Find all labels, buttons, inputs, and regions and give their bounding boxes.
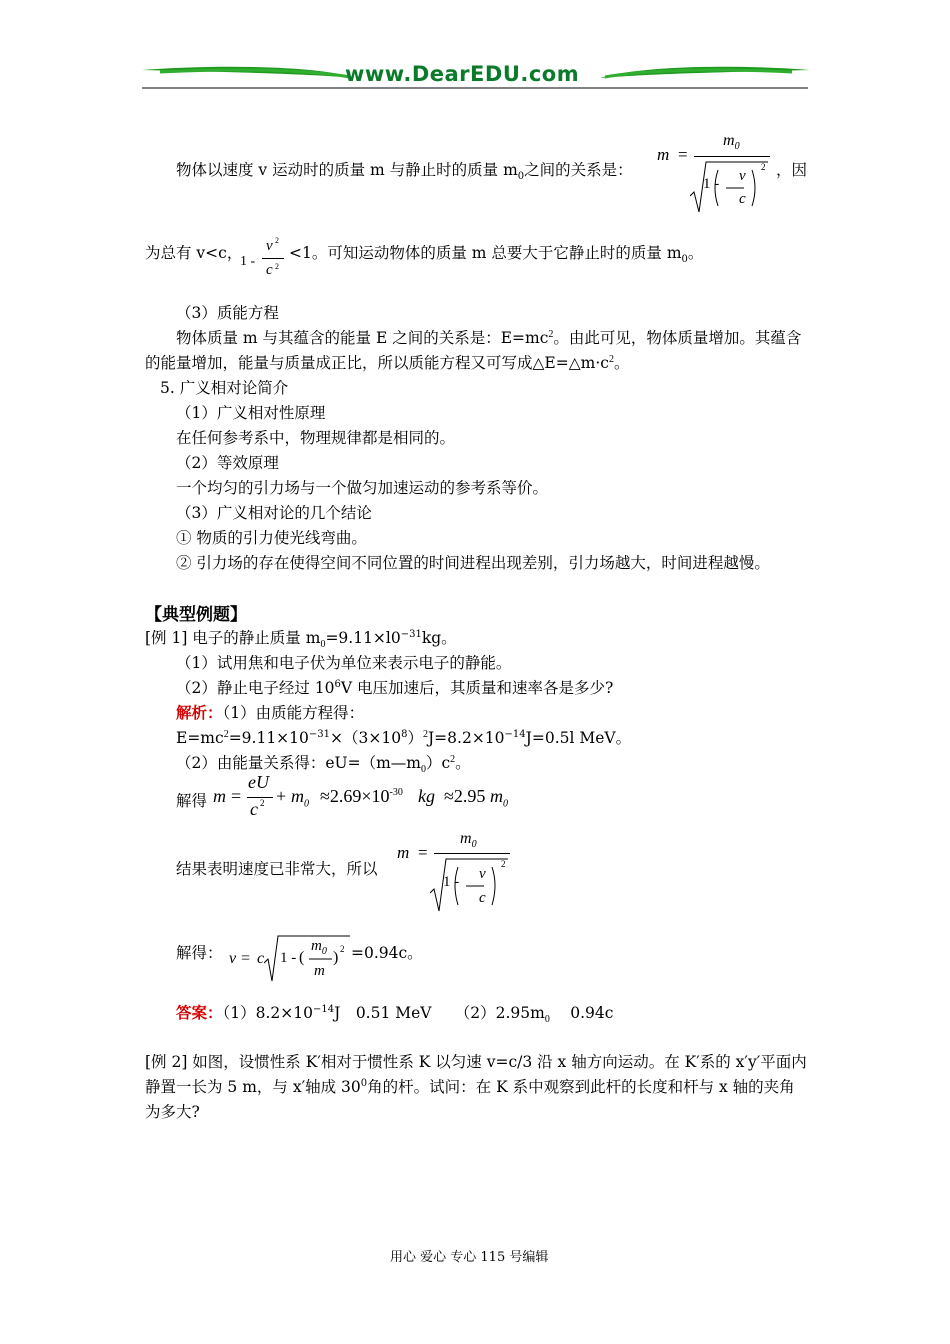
section5-3-item-b: ② 引力场的存在使得空间不同位置的时间进程出现差别，引力场越大，时间进程越慢。 [176,554,770,572]
ex1-answer: 答案：$(1)8.2\times 10^{-14}J$ 0.51 MeV $(2)2.95m_0$ 0.94c [176,1003,614,1026]
examples-heading: 【典型例题】 [145,605,247,625]
mass-relation-suffix: ，因 [776,161,808,179]
section5-2-heading: （2）等效原理 [176,454,279,472]
section5-2-text: 一个均匀的引力场与一个做匀加速运动的参考系等价。 [176,479,549,497]
ex1-title: [例 1] 电子的静止质量 $m_0=9.11\times l0^{-31}kg$。 [145,628,457,651]
section5-3-heading: （3）广义相对论的几个结论 [176,504,372,522]
section3-line1: 物体质量 m 与其蕴含的能量 E 之间的关系是：$E=mc^2$。由此可见，物体质量增加。其蕴含 [176,328,802,347]
ex2-line3: 为多大? [145,1103,200,1121]
mass-relation-text: 物体以速度 v 运动时的质量 m 与静止时的质量 $m_0$之间的关系是： [176,161,633,183]
ex2-line2: 静置一长为 5 m，与 x′轴成 $30^0$角的杆。试问：在 K 系中观察到此杆的长度和杆与 x 轴的夹角 [145,1077,795,1096]
ex1-question2: （2）静止电子经过 $10^6V$ 电压加速后，其质量和速率各是多少? [176,678,614,697]
section5-1-text: 在任何参考系中，物理规律都是相同的。 [176,429,456,447]
ex1-analysis: 解析：（1）由质能方程得： [176,703,365,722]
section5-heading: 5. 广义相对论简介 [160,379,289,397]
ex1-energy-calc: $E=mc^2=9.11\times 10^{-31}\times(3\times 10^8)^2J=8.2\times 10^{-14}J=0.5l$ MeV。 [176,728,632,747]
section3-heading: （3）质能方程 [176,304,279,322]
ex1-solve-label: 解得 [176,792,208,810]
page-footer: 用心 爱心 专心 115 号编辑 [390,1250,549,1265]
ex1-solve2-label: 解得： [176,944,223,962]
ex1-result-text: 结果表明速度已非常大，所以 [176,860,378,878]
since-prefix: 为总有 v<c， [145,244,243,262]
section5-1-heading: （1）广义相对性原理 [176,404,326,422]
header-logo-text: www.DearEDU.com [345,62,580,86]
ex2-line1: [例 2] 如图，设惯性系 K′相对于惯性系 K 以匀速 v=c/3 沿 x 轴方向运动。在 K′系的 x′y′平面内 [145,1053,807,1071]
section5-3-item-a: ① 物质的引力使光线弯曲。 [176,529,367,547]
section3-line2: 的能量增加，能量与质量成正比，所以质能方程又可写成$\triangle E=\triangle m\cdot c^2$。 [145,353,630,372]
ex1-solve2-result: =0.94c。 [351,944,423,962]
ex1-question1: （1）试用焦和电子伏为单位来表示电子的静能。 [176,654,512,672]
ex1-part2: （2）由能量关系得：$eU=(m—m_0)c^2$。 [176,753,471,776]
since-suffix: <1。可知运动物体的质量 m 总要大于它静止时的质量 $m_0$。 [289,244,704,266]
